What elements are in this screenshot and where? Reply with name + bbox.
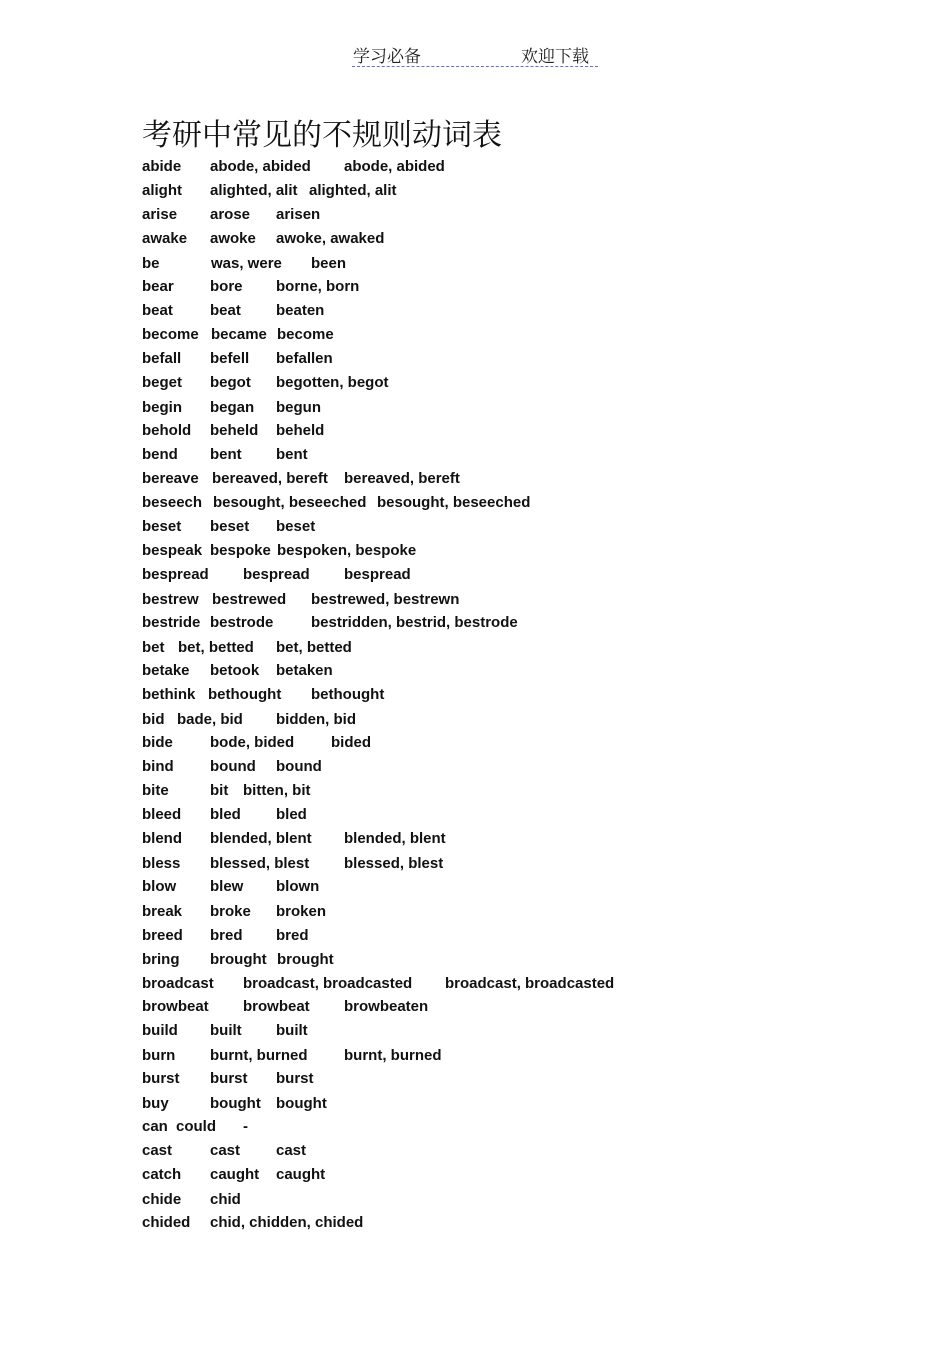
- verb-past-participle: abode, abided: [344, 158, 445, 175]
- verb-past-participle: bent: [276, 446, 308, 463]
- verb-past-tense: betook: [210, 662, 260, 679]
- verb-base-form: bid: [142, 711, 165, 728]
- verb-past-participle: bestrewed, bestrewn: [311, 591, 460, 608]
- verb-base-form: bless: [142, 855, 181, 872]
- verb-past-tense: beset: [210, 518, 250, 535]
- verb-past-participle: begotten, begot: [276, 374, 389, 391]
- verb-past-tense: bethought: [208, 686, 282, 703]
- verb-base-form: bind: [142, 758, 174, 775]
- verb-past-tense: abode, abided: [210, 158, 311, 175]
- verb-base-form: beseech: [142, 494, 203, 511]
- page-header: [352, 42, 598, 67]
- verb-base-form: bleed: [142, 806, 182, 823]
- verb-past-tense: blessed, blest: [210, 855, 310, 872]
- verb-past-tense: beheld: [210, 422, 259, 439]
- verb-base-form: buy: [142, 1095, 169, 1112]
- verb-past-participle: built: [276, 1022, 308, 1039]
- verb-past-participle: cast: [276, 1142, 307, 1159]
- verb-past-tense: bespoke: [210, 542, 271, 559]
- verb-base-form: begin: [142, 399, 182, 416]
- verb-past-participle: blessed, blest: [344, 855, 444, 872]
- verb-past-tense: bestrode: [210, 614, 274, 631]
- verb-base-form: bespeak: [142, 542, 203, 559]
- verb-base-form: blend: [142, 830, 182, 847]
- verb-past-tense: bound: [210, 758, 256, 775]
- verb-base-form: build: [142, 1022, 178, 1039]
- verb-past-participle: beset: [276, 518, 316, 535]
- verb-base-form: alight: [142, 182, 182, 199]
- verb-base-form: catch: [142, 1166, 182, 1183]
- verb-base-form: bite: [142, 782, 169, 799]
- verb-past-participle: bespoken, bespoke: [277, 542, 417, 559]
- verb-past-tense: chid: [210, 1191, 241, 1208]
- verb-past-participle: blended, blent: [344, 830, 446, 847]
- verb-base-form: bestrew: [142, 591, 199, 608]
- document-title: 考研中常见的不规则动词表: [142, 118, 502, 153]
- verb-past-tense: bore: [210, 278, 243, 295]
- verb-past-participle: burst: [276, 1070, 314, 1087]
- verb-base-form: bring: [142, 951, 180, 968]
- verb-past-tense: awoke: [210, 230, 256, 247]
- verb-base-form: arise: [142, 206, 178, 223]
- verb-past-tense: bent: [210, 446, 242, 463]
- verb-base-form: breed: [142, 927, 183, 944]
- verb-past-tense: bit: [210, 782, 229, 799]
- verb-past-participle: betaken: [276, 662, 333, 679]
- verb-base-form: bestride: [142, 614, 201, 631]
- verb-base-form: bend: [142, 446, 178, 463]
- verb-past-participle: beaten: [276, 302, 325, 319]
- verb-past-participle: arisen: [276, 206, 321, 223]
- verb-base-form: beset: [142, 518, 182, 535]
- verb-past-tense: could: [176, 1118, 216, 1135]
- verb-past-participle: -: [243, 1118, 248, 1135]
- verb-past-participle: bred: [276, 927, 309, 944]
- verb-past-tense: bode, bided: [210, 734, 295, 751]
- verb-past-tense: arose: [210, 206, 251, 223]
- verb-base-form: bet: [142, 639, 165, 656]
- verb-past-participle: bound: [276, 758, 322, 775]
- verb-past-tense: broadcast, broadcasted: [243, 975, 413, 992]
- verb-past-participle: bought: [276, 1095, 327, 1112]
- verb-base-form: bethink: [142, 686, 196, 703]
- verb-past-participle: become: [277, 326, 334, 343]
- verb-past-tense: bestrewed: [212, 591, 287, 608]
- verb-base-form: bespread: [142, 566, 209, 583]
- verb-past-tense: brought: [210, 951, 267, 968]
- verb-past-tense: built: [210, 1022, 242, 1039]
- verb-past-participle: beheld: [276, 422, 325, 439]
- verb-base-form: abide: [142, 158, 182, 175]
- verb-base-form: chided: [142, 1214, 191, 1231]
- verb-past-tense: bled: [210, 806, 241, 823]
- verb-past-tense: browbeat: [243, 998, 310, 1015]
- verb-past-participle: bereaved, bereft: [344, 470, 460, 487]
- verb-base-form: bide: [142, 734, 173, 751]
- verb-past-participle: browbeaten: [344, 998, 429, 1015]
- verb-past-participle: bespread: [344, 566, 411, 583]
- verb-past-participle: blown: [276, 878, 320, 895]
- verb-past-tense: beat: [210, 302, 241, 319]
- verb-past-tense: was, were: [211, 255, 282, 272]
- verb-past-tense: bought: [210, 1095, 261, 1112]
- verb-base-form: awake: [142, 230, 188, 247]
- verb-base-form: beat: [142, 302, 173, 319]
- verb-past-tense: began: [210, 399, 255, 416]
- verb-past-participle: begun: [276, 399, 321, 416]
- verb-past-participle: brought: [277, 951, 334, 968]
- verb-past-participle: befallen: [276, 350, 333, 367]
- verb-base-form: bear: [142, 278, 174, 295]
- verb-past-tense: broke: [210, 903, 251, 920]
- verb-past-tense: became: [211, 326, 267, 343]
- verb-base-form: can: [142, 1118, 168, 1135]
- verb-past-participle: bethought: [311, 686, 385, 703]
- verb-past-participle: burnt, burned: [344, 1047, 442, 1064]
- verb-past-participle: broadcast, broadcasted: [445, 975, 615, 992]
- verb-past-tense: begot: [210, 374, 251, 391]
- verb-base-form: chide: [142, 1191, 182, 1208]
- verb-past-participle: awoke, awaked: [276, 230, 385, 247]
- verb-past-tense: bade, bid: [177, 711, 243, 728]
- verb-past-participle: bled: [276, 806, 307, 823]
- verb-past-tense: bespread: [243, 566, 310, 583]
- verb-past-tense: burst: [210, 1070, 248, 1087]
- verb-base-form: browbeat: [142, 998, 209, 1015]
- verb-base-form: burst: [142, 1070, 180, 1087]
- verb-past-tense: burnt, burned: [210, 1047, 308, 1064]
- header-right-text: 欢迎下载: [521, 47, 589, 67]
- verb-past-tense: bereaved, bereft: [212, 470, 328, 487]
- verb-past-tense: caught: [210, 1166, 260, 1183]
- verb-base-form: cast: [142, 1142, 173, 1159]
- verb-base-form: behold: [142, 422, 192, 439]
- verb-past-participle: alighted, alit: [309, 182, 397, 199]
- verb-past-tense: cast: [210, 1142, 241, 1159]
- verb-past-participle: bet, betted: [276, 639, 352, 656]
- verb-past-participle: broken: [276, 903, 327, 920]
- verb-base-form: broadcast: [142, 975, 214, 992]
- verb-past-tense: besought, beseeched: [213, 494, 367, 511]
- verb-past-tense: chid, chidden, chided: [210, 1214, 364, 1231]
- verb-past-tense: befell: [210, 350, 250, 367]
- verb-base-form: beget: [142, 374, 183, 391]
- header-left-text: 学习必备: [353, 47, 421, 67]
- verb-base-form: become: [142, 326, 199, 343]
- verb-past-participle: bestridden, bestrid, bestrode: [311, 614, 518, 631]
- verb-past-tense: bred: [210, 927, 243, 944]
- verb-past-participle: bidden, bid: [276, 711, 356, 728]
- verb-past-participle: bitten, bit: [243, 782, 311, 799]
- verb-past-participle: caught: [276, 1166, 326, 1183]
- verb-base-form: blow: [142, 878, 177, 895]
- verb-base-form: betake: [142, 662, 190, 679]
- verb-past-participle: besought, beseeched: [377, 494, 531, 511]
- verb-past-participle: bided: [331, 734, 371, 751]
- verb-past-tense: blended, blent: [210, 830, 312, 847]
- verb-base-form: burn: [142, 1047, 176, 1064]
- verb-past-tense: bet, betted: [178, 639, 254, 656]
- verb-base-form: break: [142, 903, 183, 920]
- verb-past-participle: borne, born: [276, 278, 360, 295]
- verb-base-form: be: [142, 255, 160, 272]
- verb-past-tense: blew: [210, 878, 244, 895]
- verb-base-form: befall: [142, 350, 182, 367]
- verb-past-tense: alighted, alit: [210, 182, 298, 199]
- verb-past-participle: been: [311, 255, 347, 272]
- verb-base-form: bereave: [142, 470, 199, 487]
